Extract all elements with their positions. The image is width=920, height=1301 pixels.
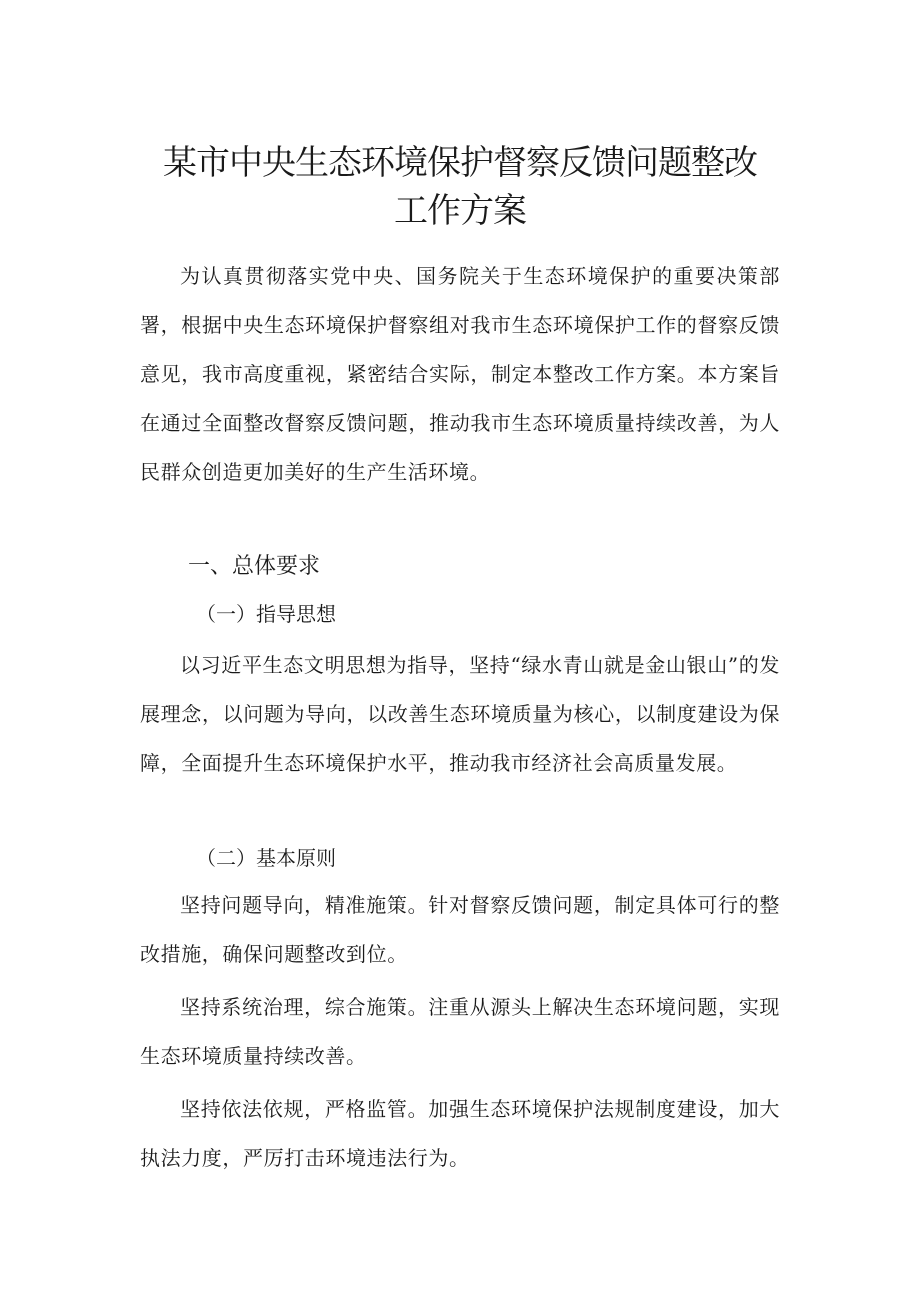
- principle-paragraph: 坚持系统治理，综合施策。注重从源头上解决生态环境问题，实现生态环境质量持续改善。: [140, 995, 780, 1068]
- subsection-heading-guiding-ideology: （一）指导思想: [196, 602, 336, 626]
- document-title-line-2: 工作方案: [394, 191, 526, 231]
- principle-paragraph: 坚持问题导向，精准施策。针对督察反馈问题，制定具体可行的整改措施，确保问题整改到位。: [140, 893, 780, 966]
- document-title-line-1: 某市中央生态环境保护督察反馈问题整改: [163, 143, 757, 183]
- guiding-ideology-paragraph: 以习近平生态文明思想为指导，坚持“绿水青山就是金山银山”的发展理念，以问题为导向，以改善生态环境质量为核心，以制度建设为保障，全面提升生态环境保护水平，推动我市经济社会高质量发展。: [140, 653, 780, 775]
- section-heading-general-requirements: 一、总体要求: [188, 554, 321, 579]
- subsection-heading-basic-principles: （二）基本原则: [196, 846, 336, 870]
- intro-paragraph: 为认真贯彻落实党中央、国务院关于生态环境保护的重要决策部署，根据中央生态环境保护督察组对我市生态环境保护工作的督察反馈意见，我市高度重视，紧密结合实际，制定本整改工作方案。本方案旨在通过全面整改督察反馈问题，推动我市生态环境质量持续改善，为人民群众创造更加美好的生产生活环境。: [140, 264, 780, 484]
- principle-paragraph: 坚持依法依规，严格监管。加强生态环境保护法规制度建设，加大执法力度，严厉打击环境违法行为。: [140, 1097, 780, 1170]
